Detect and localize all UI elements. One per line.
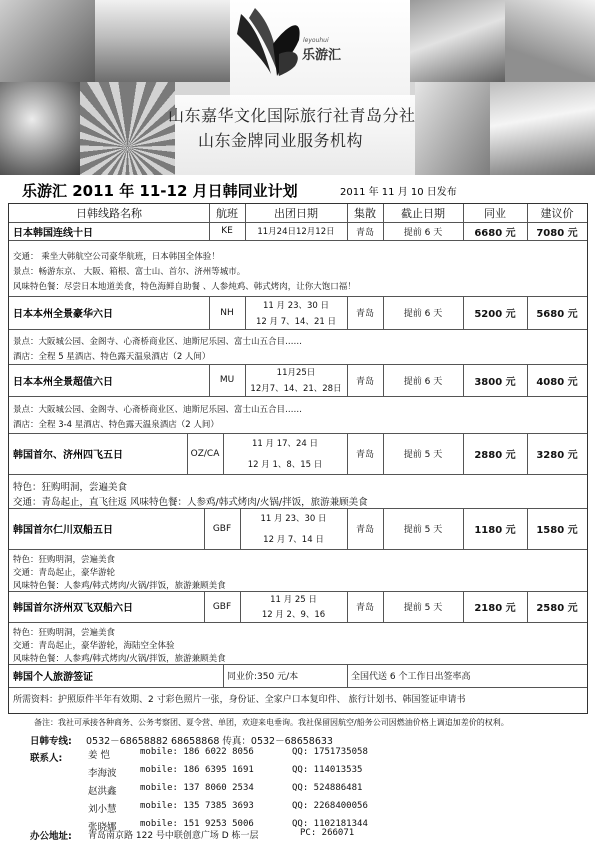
route-flight: NH	[220, 307, 234, 318]
contact-mobile: mobile: 135 7385 3693	[140, 801, 254, 811]
route-detail: 特色：狂购明洞，尝遍美食	[13, 555, 116, 565]
hotline-values: 0532－68658882 68658868 传真：0532－68658633	[86, 736, 333, 747]
route-name: 韩国首尔仁川双船五日	[13, 525, 113, 536]
route-deadline: 提前 5 天	[403, 450, 443, 460]
route-name: 韩国首尔、济州四飞五日	[13, 450, 123, 461]
contact-qq: QQ: 1751735058	[292, 747, 368, 757]
route-dates: 11月24日12月12日	[257, 227, 335, 237]
header-banner	[0, 0, 595, 175]
route-trade-price: 2880 元	[474, 450, 516, 461]
photo-pagoda	[415, 82, 490, 175]
route-dates: 12 月 7、14、21 日	[256, 316, 336, 327]
route-depart: 青岛	[355, 525, 374, 535]
route-dates: 12月7、14、21、28日	[250, 384, 342, 394]
agency-slogan: 山东金牌同业服务机构	[198, 131, 364, 150]
route-dates: 11 月 25 日	[270, 594, 317, 605]
route-detail: 风味特色餐：尽尝日本地道美食，特色海鲜自助餐 、人参炖鸡、韩式烤肉，让你大饱口福！	[13, 282, 356, 292]
route-name: 日本本州全景豪华六日	[13, 309, 113, 320]
contact-name: 姜 恺	[88, 750, 111, 761]
logo-text: 乐游汇	[302, 48, 342, 63]
route-trade-price: 5200 元	[474, 309, 516, 320]
route-dates: 12 月 2、9、16	[261, 609, 326, 620]
route-suggested-price: 2580 元	[536, 603, 578, 614]
route-detail: 酒店：全程 3-4 星酒店、特色露天温泉酒店（2 人间）	[13, 420, 219, 430]
header-deadline: 截止日期	[401, 207, 445, 220]
contact-name: 刘小慧	[88, 804, 117, 815]
footer-note: 备注：我社可承接各种商务、公务考察团、夏令营、单团，欢迎来电垂询。我社保留因航空/船务公司因燃油价格上调追加差价的权利。	[34, 718, 509, 727]
route-suggested-price: 1580 元	[536, 525, 578, 536]
contact-qq: QQ: 114013535	[292, 765, 363, 775]
agency-name: 山东嘉华文化国际旅行社青岛分社	[168, 106, 416, 125]
photo-palace	[505, 0, 595, 82]
route-trade-price: 3800 元	[474, 376, 516, 388]
contact-qq: QQ: 1102181344	[292, 819, 368, 829]
route-detail: 风味特色餐：人参鸡/韩式烤肉/火锅/拌饭，旅游兼顾美食	[13, 581, 226, 591]
route-flight: MU	[219, 375, 235, 385]
route-detail: 景点：大阪城公园、金阁寺、心斋桥商业区、迪斯尼乐园、富士山五合目……	[13, 405, 303, 415]
route-flight: OZ/CA	[190, 448, 220, 459]
address-label: 办公地址:	[30, 831, 72, 842]
header-flight: 航班	[216, 207, 238, 220]
contact-name: 张晓娜	[88, 822, 117, 833]
route-deadline: 提前 5 天	[403, 603, 443, 613]
route-detail: 风味特色餐：人参鸡/韩式烤肉/火锅/拌饭，旅游兼顾美食	[13, 654, 226, 664]
route-detail: 交通：青岛起止，直飞往返 风味特色餐：人参鸡/韩式烤肉/火锅/拌饭，旅游兼顾美食	[13, 497, 368, 508]
route-detail: 交通：青岛起止，豪华游轮，海陆空全体验	[13, 641, 175, 651]
header-dates: 出团日期	[274, 207, 318, 220]
route-flight: GBF	[212, 601, 232, 612]
route-suggested-price: 7080 元	[536, 227, 578, 239]
photo-island	[490, 82, 595, 175]
route-trade-price: 2180 元	[474, 603, 516, 614]
contact-qq: QQ: 2268400056	[292, 801, 368, 811]
route-detail: 酒店：全程 5 星酒店、特色露天温泉酒店（2 人间）	[13, 352, 211, 362]
route-depart: 青岛	[355, 376, 374, 387]
header-suggested-price: 建议价	[540, 207, 574, 220]
visa-price: 同业价:350 元/本	[227, 672, 299, 682]
route-trade-price: 1180 元	[474, 525, 516, 536]
route-depart: 青岛	[355, 450, 374, 460]
route-trade-price: 6680 元	[474, 227, 516, 239]
route-dates: 11 月 17、24 日	[251, 439, 319, 449]
route-dates: 11 月 23、30 日	[260, 514, 327, 524]
route-flight: GBF	[212, 523, 232, 534]
contact-mobile: mobile: 137 8060 2534	[140, 783, 254, 793]
route-detail: 特色：狂购明洞，尝遍美食	[13, 482, 128, 493]
route-suggested-price: 5680 元	[536, 309, 578, 320]
route-detail: 特色：狂购明洞，尝遍美食	[13, 628, 116, 638]
route-detail: 交通： 乘坐大韩航空公司豪华航班，日本韩国全体验！	[13, 252, 220, 262]
photo-geisha	[0, 0, 95, 82]
hotline-label: 日韩专线:	[30, 736, 72, 747]
route-depart: 青岛	[355, 309, 374, 319]
route-name: 韩国首尔济州双飞双船六日	[13, 603, 133, 614]
route-name: 日本本州全景超值六日	[13, 376, 113, 388]
header-depart: 集散	[354, 207, 376, 220]
route-dates: 12 月 7、14 日	[263, 535, 324, 545]
header-route: 日韩线路名称	[76, 207, 142, 220]
contact-mobile: mobile: 186 6022 8056	[140, 747, 254, 757]
contact-qq: QQ: 524886481	[292, 783, 363, 793]
photo-temple	[95, 0, 230, 82]
route-name: 日本韩国连线十日	[13, 227, 93, 239]
header-trade-price: 同业	[484, 207, 506, 220]
visa-documents: 所需资料：护照原件半年有效期、2 寸彩色照片一张，身份证、全家户口本复印件、 旅行计划书、韩国签证申请书	[13, 695, 466, 705]
route-dates: 11月25日	[276, 368, 316, 378]
route-deadline: 提前 6 天	[403, 309, 443, 319]
route-detail: 交通：青岛起止，豪华游轮	[13, 568, 116, 578]
photo-fan	[80, 82, 175, 175]
page-title: 乐游汇 2011 年 11-12 月日韩同业计划	[22, 182, 298, 200]
route-dates: 11 月 23、30 日	[262, 300, 330, 311]
photo-landscape	[410, 0, 505, 82]
route-table	[8, 203, 588, 714]
photo-sandals	[0, 82, 80, 175]
visa-name: 韩国个人旅游签证	[13, 672, 93, 683]
route-detail: 景点：大阪城公园、金阁寺、心斋桥商业区、迪斯尼乐园、富士山五合目……	[13, 337, 303, 347]
route-flight: KE	[221, 226, 233, 236]
address: 青岛南京路 122 号中联创意广场 D 栋一层	[88, 831, 259, 841]
route-dates: 12 月 1、8、15 日	[247, 460, 323, 470]
route-depart: 青岛	[355, 603, 374, 613]
contact-name: 李海波	[88, 768, 117, 779]
route-suggested-price: 3280 元	[536, 450, 578, 461]
route-deadline: 提前 6 天	[403, 227, 443, 238]
visa-note: 全国代送 6 个工作日出签率高	[351, 672, 471, 682]
route-detail: 景点：畅游东京、 大阪、箱根、富士山、首尔、济州等城市。	[13, 267, 246, 277]
route-depart: 青岛	[355, 227, 374, 238]
postcode: PC: 266071	[300, 828, 355, 838]
contact-mobile: mobile: 151 9253 5006	[140, 819, 254, 829]
contact-mobile: mobile: 186 6395 1691	[140, 765, 254, 775]
publish-date: 2011 年 11 月 10 日发布	[340, 187, 457, 198]
route-deadline: 提前 5 天	[403, 525, 443, 535]
route-suggested-price: 4080 元	[536, 376, 578, 388]
logo-subtext: leyouhui	[303, 37, 329, 44]
contact-name: 赵洪鑫	[88, 786, 117, 797]
route-deadline: 提前 6 天	[403, 376, 443, 387]
contact-label: 联系人:	[30, 753, 63, 764]
